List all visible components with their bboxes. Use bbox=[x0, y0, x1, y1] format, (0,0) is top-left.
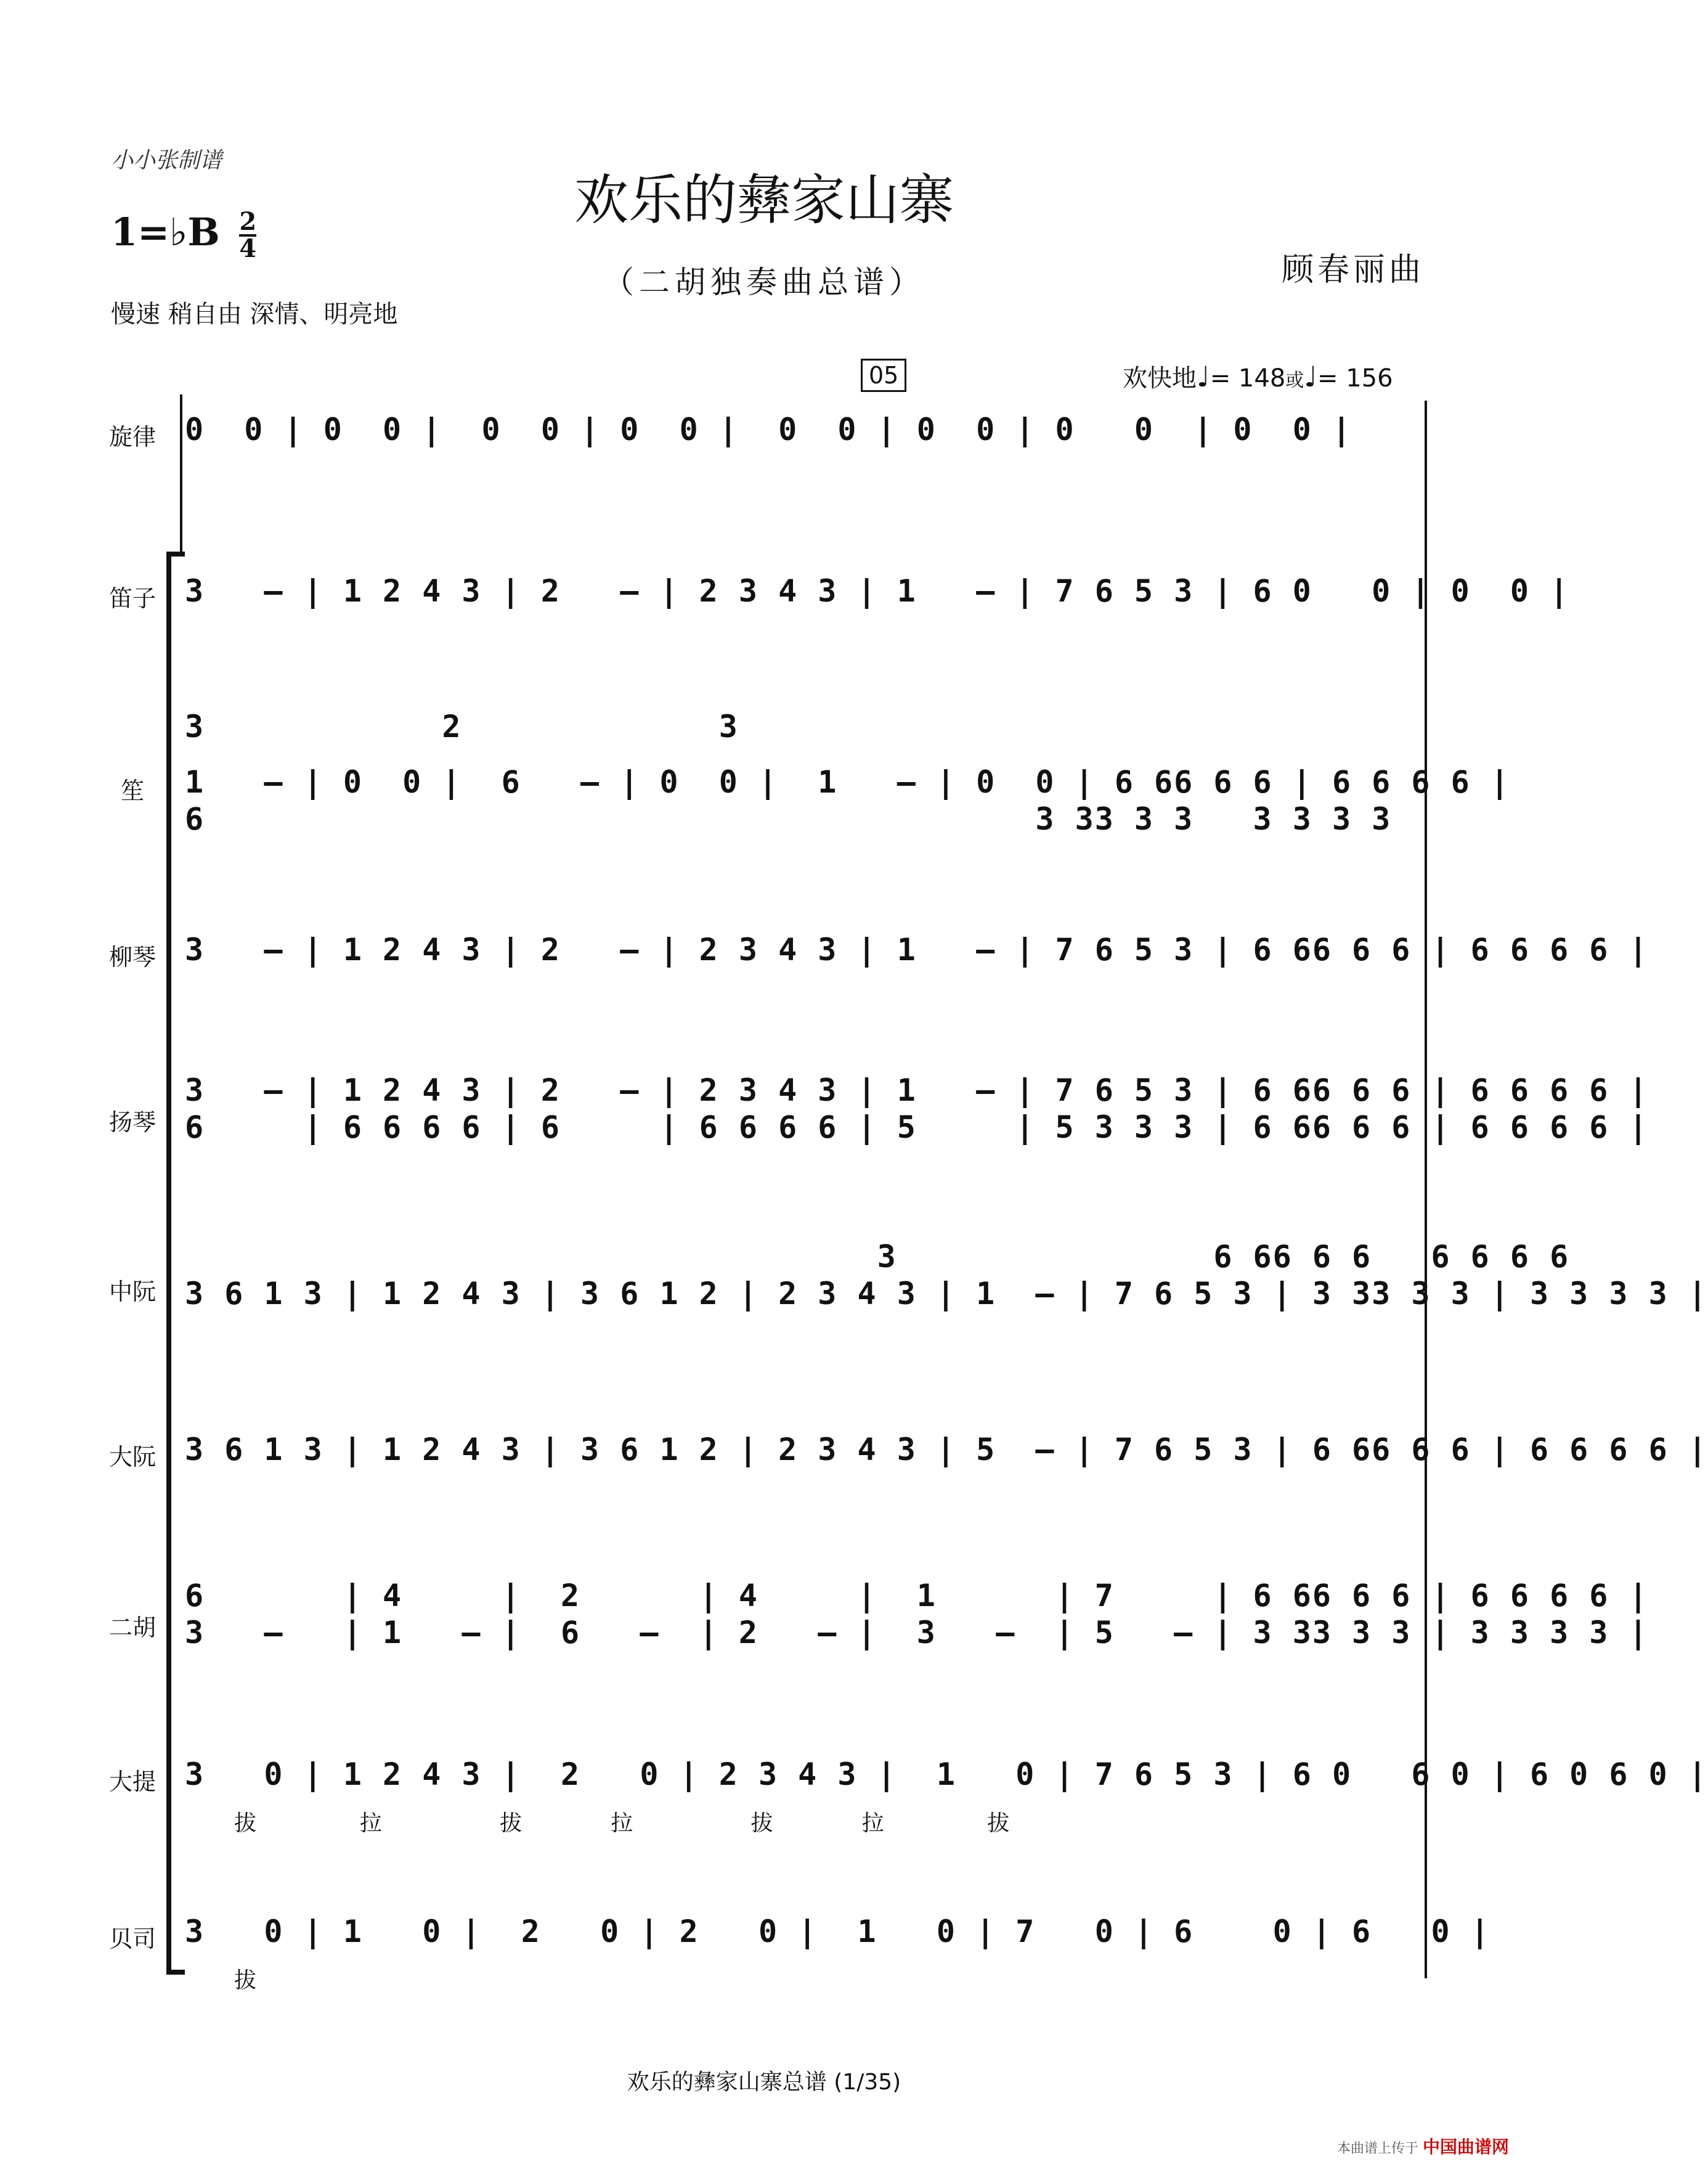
staff-melody: 0 0 | 0 0 | 0 0 | 0 0 | 0 0 | 0 0 | 0 0 | 0 0 | bbox=[185, 412, 1352, 447]
instrument-label-sheng: 笙 bbox=[120, 777, 144, 804]
key-signature bbox=[111, 207, 257, 263]
bracket-cap-bottom bbox=[166, 1970, 185, 1975]
bracket-cap-top bbox=[166, 552, 185, 557]
instrument-label-daruan: 大阮 bbox=[108, 1443, 156, 1471]
tempo-fast-label: 欢快地 bbox=[1123, 364, 1197, 393]
quarter-note-icon-2: ♩ bbox=[1304, 360, 1317, 393]
staff-sheng-bottom: 6 3 33 3 3 3 3 3 3 bbox=[185, 801, 1392, 837]
staff-daruan: 3 6 1 3 | 1 2 4 3 | 3 6 1 2 | 2 3 4 3 | 5 – | 7 6 5 3 | 6 66 6 6 | 6 6 6 6 | bbox=[185, 1432, 1708, 1467]
rehearsal-mark: 05 bbox=[861, 359, 906, 392]
tempo-intro: 慢速 稍自由 深情、明亮地 bbox=[111, 300, 398, 328]
ensemble-bracket bbox=[166, 555, 171, 1972]
melody-system-line bbox=[180, 394, 182, 552]
instrument-label-melody: 旋律 bbox=[108, 423, 156, 451]
quarter-note-icon: ♩ bbox=[1197, 360, 1210, 393]
instrument-label-cello: 大提 bbox=[108, 1768, 156, 1795]
final-barline bbox=[1425, 401, 1427, 1978]
arranger-credit: 小小张制谱 bbox=[111, 148, 222, 173]
page-footer: 欢乐的彝家山寨总谱 (1/35) bbox=[627, 2070, 901, 2095]
staff-bass: 3 0 | 1 0 | 2 0 | 2 0 | 1 0 | 7 0 | 6 0 | 6 0 | bbox=[185, 1914, 1490, 1949]
composer: 顾春丽曲 bbox=[1282, 251, 1425, 288]
time-signature bbox=[239, 207, 257, 263]
staff-sheng: 1 – | 0 0 | 6 – | 0 0 | 1 – | 0 0 | 6 66 6 6 | 6 6 6 6 | bbox=[185, 764, 1510, 800]
watermark-prefix: 本曲谱上传于 bbox=[1337, 2141, 1419, 2156]
time-signature-top: 2 bbox=[239, 207, 257, 236]
instrument-label-dizi: 笛子 bbox=[108, 585, 156, 612]
staff-erhu: 3 – | 1 – | 6 – | 2 – | 3 – | 5 – | 3 33 3 3 | 3 3 3 3 | bbox=[185, 1615, 1649, 1650]
staff-zhongruan: 3 6 1 3 | 1 2 4 3 | 3 6 1 2 | 2 3 4 3 | 1 – | 7 6 5 3 | 3 33 3 3 | 3 3 3 3 | bbox=[185, 1276, 1708, 1311]
watermark-brand: 中国曲谱网 bbox=[1423, 2137, 1510, 2157]
instrument-label-yangqin: 扬琴 bbox=[108, 1109, 156, 1136]
instrument-label-zhongruan: 中阮 bbox=[108, 1278, 156, 1305]
tempo-or: 或 bbox=[1285, 370, 1304, 391]
staff-cello-technique: 拔 拉 拔 拉 拔 拉 拔 bbox=[234, 1811, 1011, 1836]
page-title: 欢乐的彝家山寨 bbox=[574, 168, 954, 232]
staff-cello: 3 0 | 1 2 4 3 | 2 0 | 2 3 4 3 | 1 0 | 7 6 5 3 | 6 0 6 0 | 6 0 6 0 | bbox=[185, 1756, 1708, 1792]
staff-erhu-top: 6 | 4 | 2 | 4 | 1 | 7 | 6 66 6 6 | 6 6 6 6 | bbox=[185, 1578, 1649, 1613]
tempo-fast bbox=[1123, 359, 1393, 394]
staff-sheng-top: 3 2 3 bbox=[185, 709, 739, 744]
staff-yangqin-top: 3 – | 1 2 4 3 | 2 – | 2 3 4 3 | 1 – | 7 6 5 3 | 6 66 6 6 | 6 6 6 6 | bbox=[185, 1072, 1649, 1108]
watermark bbox=[1337, 2134, 1509, 2158]
staff-yangqin: 6 | 6 6 6 6 | 6 | 6 6 6 6 | 5 | 5 3 3 3 | 6 66 6 6 | 6 6 6 6 | bbox=[185, 1109, 1649, 1145]
instrument-label-liuqin: 柳琴 bbox=[108, 944, 156, 971]
staff-liuqin: 3 – | 1 2 4 3 | 2 – | 2 3 4 3 | 1 – | 7 6 5 3 | 6 66 6 6 | 6 6 6 6 | bbox=[185, 932, 1649, 968]
instrument-label-erhu: 二胡 bbox=[108, 1614, 156, 1641]
staff-zhongruan-top: 3 6 66 6 6 6 6 6 6 bbox=[185, 1239, 1570, 1275]
tempo-value-1: = 148 bbox=[1210, 364, 1286, 393]
subtitle: （二胡独奏曲总谱） bbox=[603, 264, 925, 300]
key-label: 1=♭B bbox=[111, 210, 220, 255]
time-signature-bottom: 4 bbox=[239, 234, 257, 263]
instrument-label-bass: 贝司 bbox=[108, 1925, 156, 1952]
tempo-value-2: = 156 bbox=[1317, 364, 1393, 393]
staff-dizi: 3 – | 1 2 4 3 | 2 – | 2 3 4 3 | 1 – | 7 6 5 3 | 6 0 0 | 0 0 | bbox=[185, 573, 1570, 609]
staff-bass-technique: 拔 bbox=[234, 1968, 258, 1993]
